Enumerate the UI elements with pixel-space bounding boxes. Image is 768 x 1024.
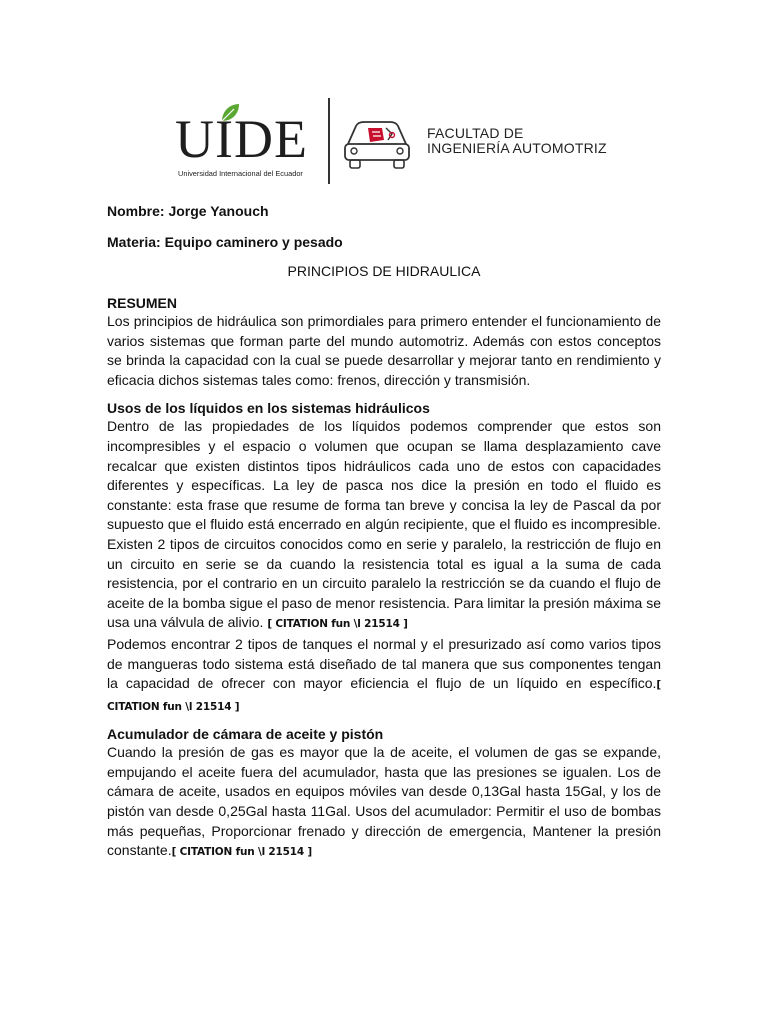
student-name: Nombre: Jorge Yanouch: [107, 203, 269, 219]
section-heading: RESUMEN: [107, 295, 178, 311]
paragraph: [107, 417, 661, 635]
car-icon: [342, 114, 412, 174]
document-title: PRINCIPIOS DE HIDRAULICA: [287, 263, 481, 279]
paragraph: [107, 312, 661, 390]
subject-name: Materia: Equipo caminero y pesado: [107, 234, 343, 250]
faculty-line-1: FACULTAD DE: [427, 125, 524, 141]
paragraph-text: Los principios de hidráulica son primordiales para primero entender el funcionamiento de varios sistemas que forman parte del mundo automotriz. Además con estos conceptos se brinda la capacidad con la cual se puede desarrollar y mejorar tanto en rendimiento y eficacia dichos sistemas tales como: frenos, dirección y transmisión.: [107, 313, 661, 388]
uide-logo: [175, 102, 315, 182]
header-divider: [328, 98, 330, 184]
paragraph-text: Cuando la presión de gas es mayor que la de aceite, el volumen de gas se expande, empujando el aceite fuera del acumulador, hasta que las presiones se igualen. Los de cámara de aceite, usados en equipos móviles van desde 0,13Gal hasta 15Gal, y los de pistón van desde 0,25Gal hasta 11Gal. Usos del acumulador: Permitir el uso de bombas más pequeñas, Proporcionar frenado y dirección de emergencia, Mantener la presión constante.: [107, 744, 661, 859]
section-heading: Usos de los líquidos en los sistemas hidráulicos: [107, 400, 430, 417]
faculty-name: [427, 126, 607, 156]
faculty-line-2: INGENIERÍA AUTOMOTRIZ: [427, 140, 607, 156]
logo-subtitle: Universidad Internacional del Ecuador: [178, 169, 303, 178]
logo-word: UIDE: [175, 109, 308, 169]
header-logos: [170, 96, 610, 186]
citation: [ CITATION fun \l 21514 ]: [267, 618, 408, 631]
paragraph-text: Dentro de las propiedades de los líquidos podemos comprender que estos son incompresibles y el espacio o volumen que ocupan se llama desplazamiento cave recalcar que existen distintos tipos hidráulicos cada uno de estos con capacidades diferentes y específicas. La ley de pasca nos dice la presión en todo el fluido es constante: esta frase que resume de forma tan breve y concisa la ley de Pascal da por supuesto que el fluido está encerrado en algún recipiente, que el fluido es incompresible. Existen 2 tipos de circuitos conocidos como en serie y paralelo, la restricción de flujo en un circuito en serie se da cuando la resistencia total es igual a la suma de cada resistencia, por el contrario en un circuito paralelo la restricción se da cuando el flujo de aceite de la bomba sigue el paso de menor resistencia. Para limitar la presión máxima se usa una válvula de alivio.: [107, 418, 661, 631]
citation: [ CITATION fun \l 21514 ]: [107, 679, 661, 713]
paragraph: [107, 635, 661, 717]
document-body: [107, 200, 661, 863]
citation: [ CITATION fun \l 21514 ]: [171, 846, 313, 859]
section-heading: Acumulador de cámara de aceite y pistón: [107, 726, 384, 743]
paragraph: [107, 743, 661, 863]
paragraph-text: Podemos encontrar 2 tipos de tanques el normal y el presurizado así como varios tipos de mangueras todo sistema está diseñado de tal manera que sus componentes tengan la capacidad de ofrecer con mayor eficiencia el flujo de un líquido en específico.: [107, 635, 661, 692]
